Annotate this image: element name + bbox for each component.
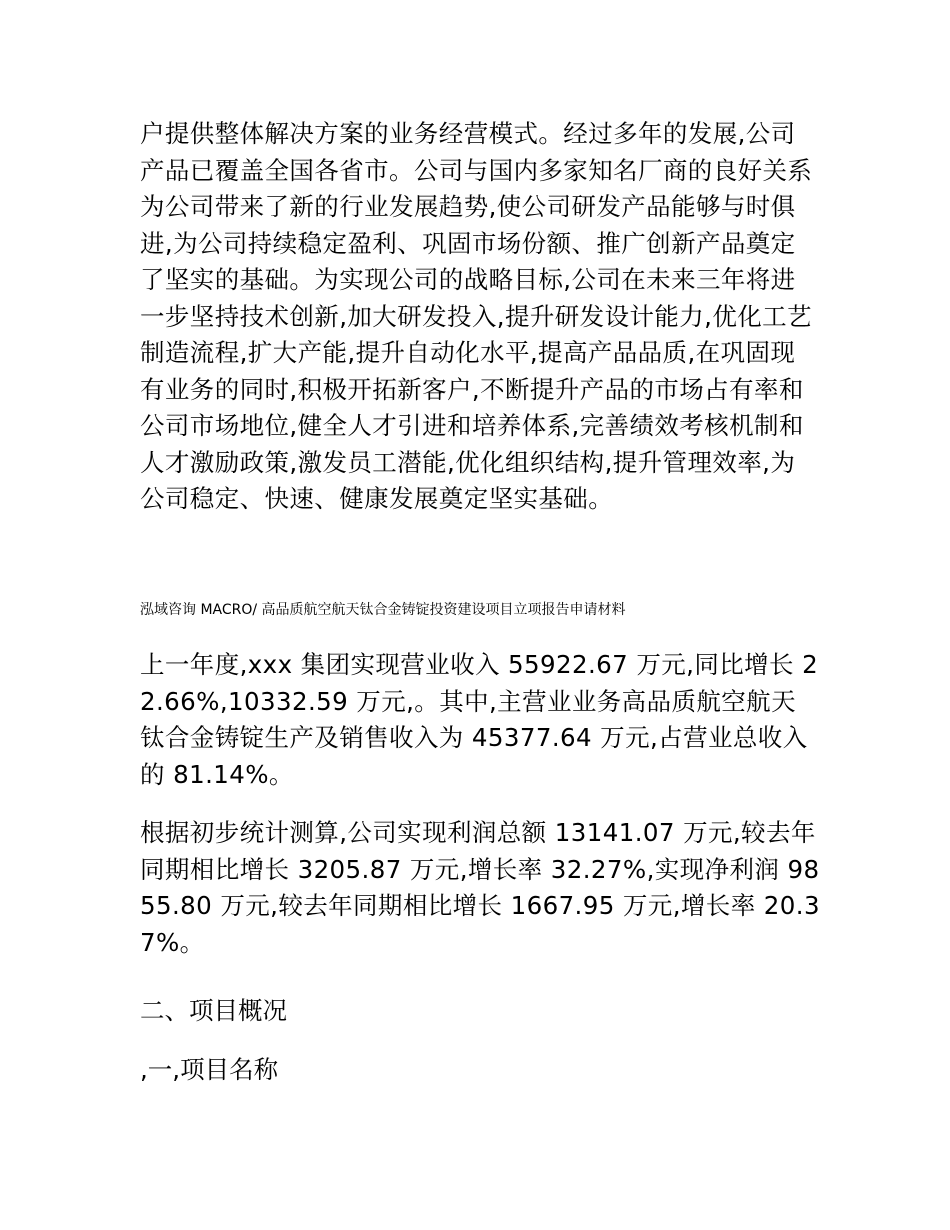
profit-paragraph: 根据初步统计测算,公司实现利润总额 13141.07 万元,较去年同期相比增长 3205.87 万元,增长率 32.27%,实现净利润 9855.80 万元,较去年同期相比增长 1667.95 万元,增长率 20.37%。 <box>140 818 820 957</box>
subsection-heading-project-name: ,一,项目名称 <box>140 1055 279 1084</box>
intro-paragraph: 户提供整体解决方案的业务经营模式。经过多年的发展,公司产品已覆盖全国各省市。公司与国内多家知名厂商的良好关系为公司带来了新的行业发展趋势,使公司研发产品能够与时俱进,为公司持续稳定盈利、巩固市场份额、推广创新产品奠定了坚实的基础。为实现公司的战略目标,公司在未来三年将进一步坚持技术创新,加大研发投入,提升研发设计能力,优化工艺制造流程,扩大产能,提升自动化水平,提高产品品质,在巩固现有业务的同时,积极开拓新客户,不断提升产品的市场占有率和公司市场地位,健全人才引进和培养体系,完善绩效考核机制和人才激励政策,激发员工潜能,优化组织结构,提升管理效率,为公司稳定、快速、健康发展奠定坚实基础。 <box>140 119 813 513</box>
section-heading-project-overview: 二、项目概况 <box>140 996 287 1025</box>
running-header: 泓域咨询 MACRO/ 高品质航空航天钛合金铸锭投资建设项目立项报告申请材料 <box>140 602 626 618</box>
revenue-paragraph: 上一年度,xxx 集团实现营业收入 55922.67 万元,同比增长 22.66%,10332.59 万元,。其中,主营业业务高品质航空航天钛合金铸锭生产及销售收入为 45377.64 万元,占营业总收入的 81.14%。 <box>140 650 819 789</box>
